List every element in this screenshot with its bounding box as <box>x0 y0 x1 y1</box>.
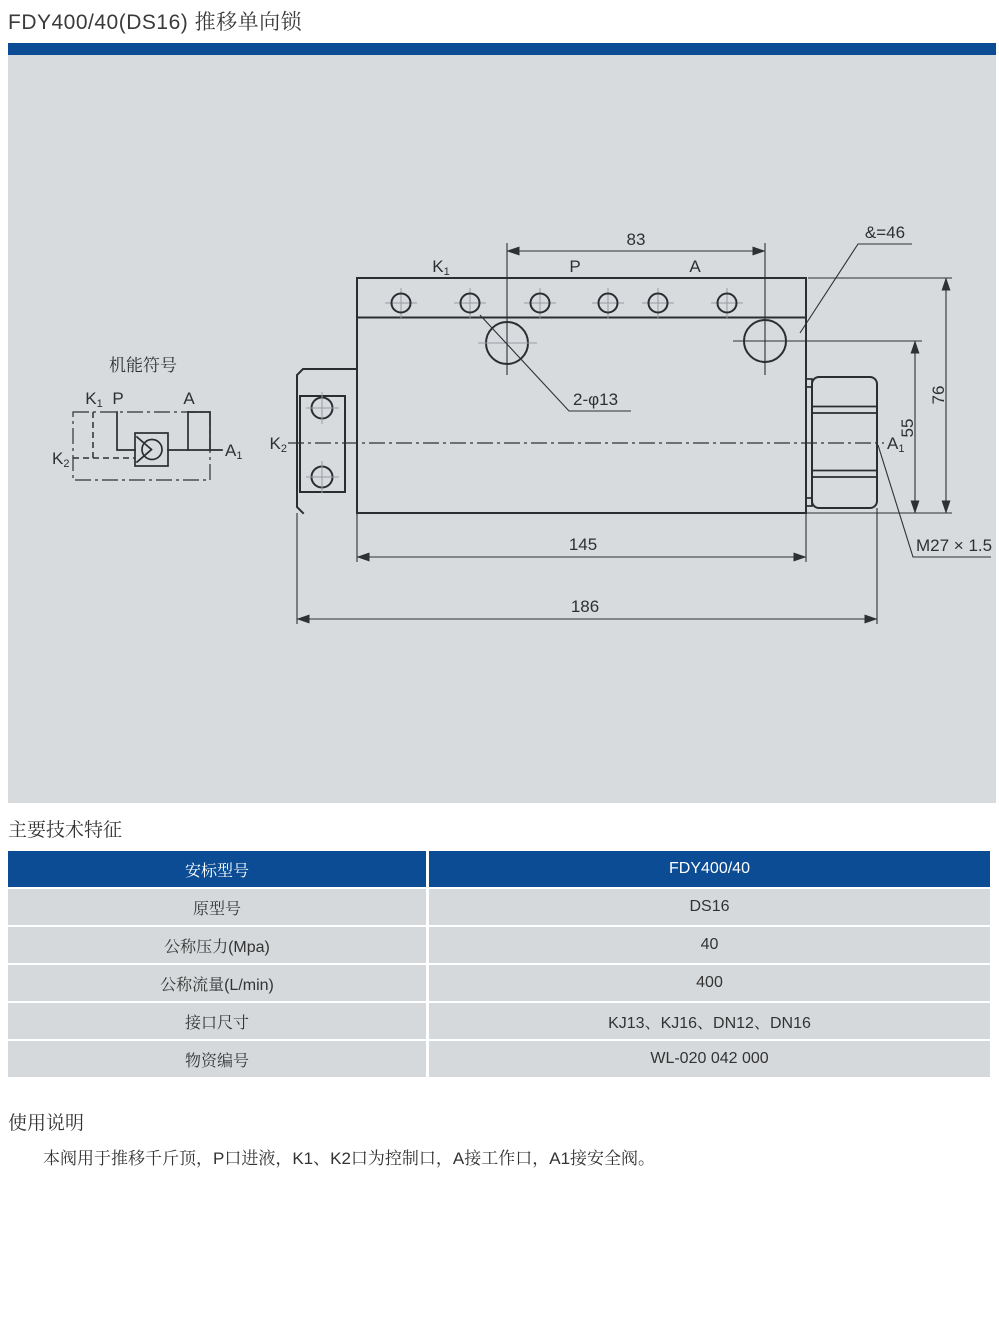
table-header-value: FDY400/40 <box>429 851 990 887</box>
dimension-annotations <box>297 223 992 624</box>
dim-text-55: 55 <box>898 418 917 438</box>
table-row-model <box>8 851 990 887</box>
table-cell-value: 40 <box>429 927 990 963</box>
dim-text-83: 83 <box>626 230 646 249</box>
ext-lines-83 <box>507 243 765 375</box>
port-holes <box>385 288 743 318</box>
body-port-label-p: P <box>569 257 581 276</box>
specs-heading: 主要技术特征 <box>8 820 123 841</box>
valve-body-view <box>270 257 905 513</box>
annotation-m27: M27 × 1.5 <box>916 536 993 555</box>
annotation-2phi13: 2-φ13 <box>573 390 619 409</box>
symbol-a-branch <box>188 412 210 450</box>
table-row-nominal-pressure <box>8 927 990 963</box>
symbol-p-line <box>117 412 135 450</box>
table-header-label: 安标型号 <box>8 851 426 887</box>
table-cell-label: 接口尺寸 <box>8 1003 426 1039</box>
function-symbol-title: 机能符号 <box>109 356 177 375</box>
body-port-label-a1: A1 <box>887 434 905 455</box>
table-row-port-size <box>8 1003 990 1039</box>
usage-heading: 使用说明 <box>8 1113 85 1134</box>
table-cell-value: WL-020 042 000 <box>429 1041 990 1077</box>
usage-text: 本阀用于推移千斤顶，P口进液，K1、K2口为控制口，A接工作口，A1接安全阀。 <box>43 1149 656 1168</box>
table-cell-value: 400 <box>429 965 990 1001</box>
symbol-port-label-k2: K2 <box>52 449 70 470</box>
symbol-port-label-p: P <box>112 389 124 408</box>
dim-text-145: 145 <box>568 535 598 554</box>
symbol-port-label-k1: K1 <box>85 389 103 410</box>
table-cell-value: KJ13、KJ16、DN12、DN16 <box>429 1003 990 1039</box>
annotation-thickness: &=46 <box>864 223 906 242</box>
table-cell-label: 公称压力(Mpa) <box>8 927 426 963</box>
table-cell-value: DS16 <box>429 889 990 925</box>
table-cell-label: 物资编号 <box>8 1041 426 1077</box>
symbol-port-label-a: A <box>183 389 195 408</box>
table-row-material-code <box>8 1041 990 1077</box>
function-symbol <box>52 356 242 480</box>
body-port-label-k2: K2 <box>269 434 287 455</box>
table-row-nominal-flow <box>8 965 990 1001</box>
hex-nut-facets <box>813 407 876 478</box>
body-port-label-k1: K1 <box>432 257 450 278</box>
specs-table <box>8 851 990 1079</box>
symbol-port-label-a1: A1 <box>225 441 243 462</box>
table-row-original-model <box>8 889 990 925</box>
body-port-label-a: A <box>689 257 701 276</box>
table-cell-label: 公称流量(L/min) <box>8 965 426 1001</box>
table-cell-label: 原型号 <box>8 889 426 925</box>
page-title: FDY400/40(DS16) 推移单向锁 <box>8 11 303 34</box>
port-hole-crosshairs <box>385 288 743 318</box>
check-valve-seat <box>137 437 152 462</box>
dim-text-76: 76 <box>929 385 948 405</box>
dim-text-186: 186 <box>570 597 600 616</box>
leader-thickness <box>800 244 912 333</box>
